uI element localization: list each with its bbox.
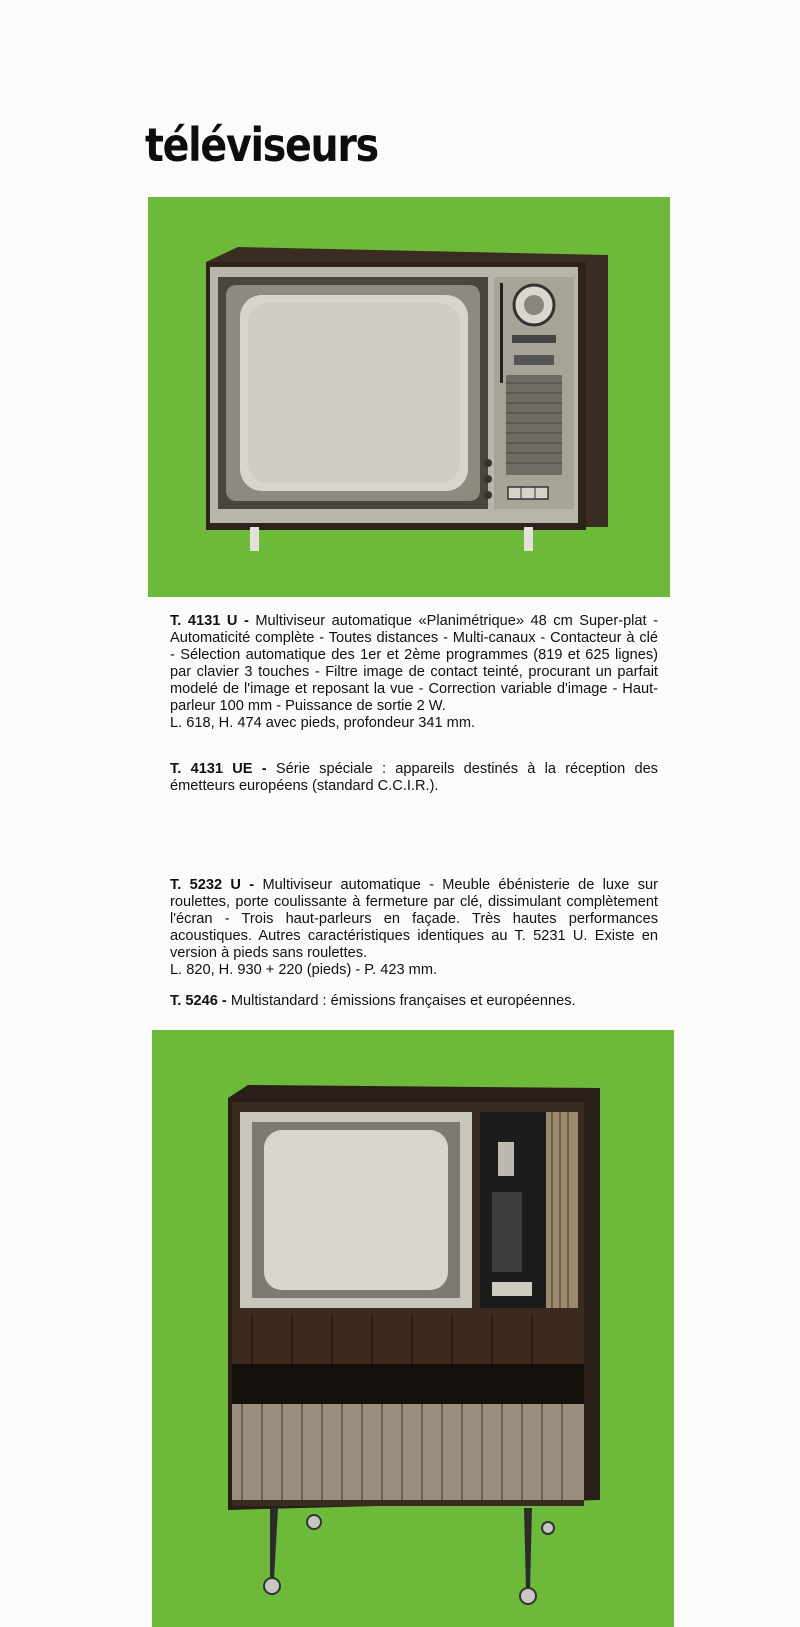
product-photo-panel-t5232 xyxy=(152,1030,674,1627)
page-title: téléviseurs xyxy=(145,118,378,172)
tabletop-tv-illustration xyxy=(148,197,670,597)
product-photo-panel-t4131 xyxy=(148,197,670,597)
model-number: T. 4131 UE - xyxy=(170,761,267,777)
product-description-t5246 xyxy=(170,993,658,1010)
product-dimensions: L. 618, H. 474 avec pieds, profondeur 341 mm. xyxy=(170,715,476,731)
product-description-t4131u xyxy=(170,613,658,732)
model-number: T. 4131 U - xyxy=(170,613,249,629)
product-description-t5232u xyxy=(170,877,658,979)
product-description-t4131ue xyxy=(170,761,658,795)
product-description: Multiviseur automatique - Meuble ébénisterie de luxe sur roulettes, porte coulissante à fermeture par clé, dissimulant complètement l'écran - Trois haut-parleurs en façade. Très hautes performances acoustiques. Autres caractéristiques identiques au T. 5231 U. Existe en version à pieds sans roulettes. xyxy=(170,877,658,961)
model-number: T. 5232 U - xyxy=(170,877,255,893)
product-description: Multistandard : émissions françaises et européennes. xyxy=(230,993,576,1009)
model-number: T. 5246 - xyxy=(170,993,227,1009)
product-description: Série spéciale : appareils destinés à la réception des émetteurs européens (standard C.C.I.R.). xyxy=(170,761,658,794)
product-description: Multiviseur automatique «Planimétrique» 48 cm Super-plat - Automaticité complète - Toutes distances - Multi-canaux - Contacteur à clé - Sélection automatique des 1er et 2ème programmes (819 et 625 lignes) par clavier 3 touches - Filtre image de contact teinté, procurant un parfait modelé de l'image et reposant la vue - Correction variable d'image - Haut-parleur 100 mm - Puissance de sortie 2 W. xyxy=(170,613,658,714)
product-dimensions: L. 820, H. 930 + 220 (pieds) - P. 423 mm. xyxy=(170,962,438,978)
console-tv-illustration xyxy=(152,1030,674,1627)
